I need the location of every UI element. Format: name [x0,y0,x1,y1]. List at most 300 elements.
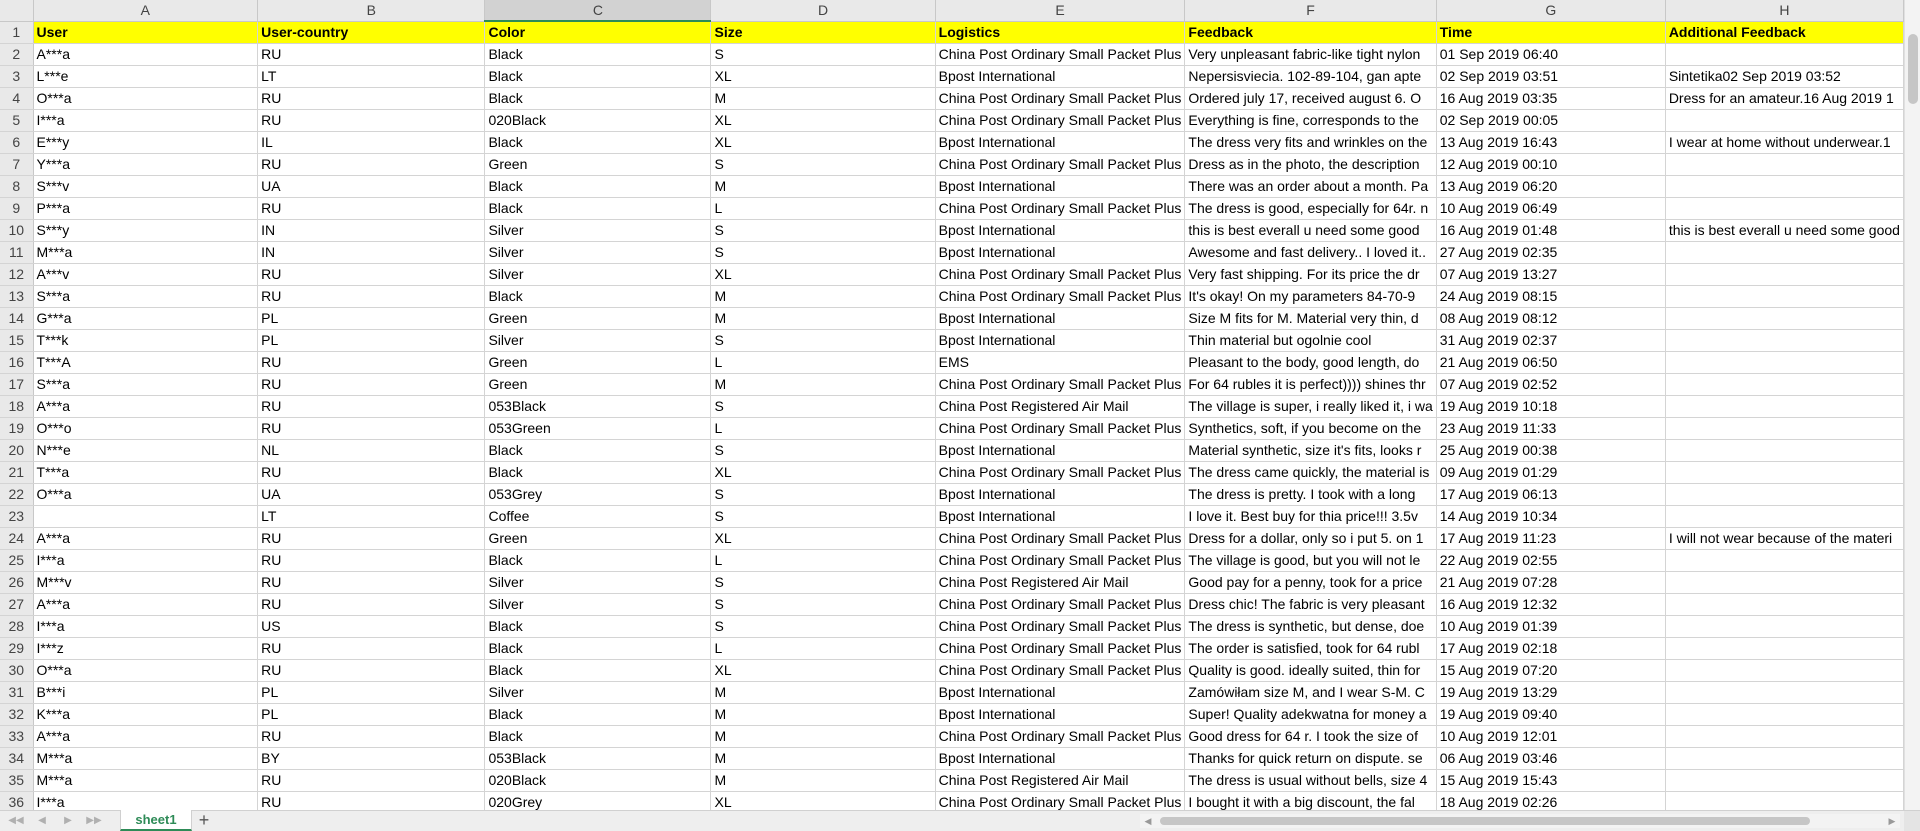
cell-additional-feedback[interactable] [1665,176,1903,198]
cell-feedback[interactable]: Everything is fine, corresponds to the [1185,110,1436,132]
cell-logistics[interactable]: Bpost International [935,484,1185,506]
cell-logistics[interactable]: Bpost International [935,506,1185,528]
cell-user-country[interactable]: US [258,616,485,638]
cell-feedback[interactable]: Dress chic! The fabric is very pleasant [1185,594,1436,616]
cell-size[interactable]: XL [711,660,935,682]
cell-user[interactable]: M***v [33,572,258,594]
cell-time[interactable]: 10 Aug 2019 01:39 [1436,616,1665,638]
cell-feedback[interactable]: Size M fits for M. Material very thin, d [1185,308,1436,330]
cell-feedback[interactable]: For 64 rubles it is perfect)))) shines thr [1185,374,1436,396]
cell-logistics[interactable]: China Post Ordinary Small Packet Plus [935,286,1185,308]
cell-user-country[interactable]: PL [258,704,485,726]
cell-user[interactable]: M***a [33,770,258,792]
cell-additional-feedback[interactable] [1665,638,1903,660]
cell-size[interactable]: S [711,242,935,264]
horizontal-scrollbar[interactable] [1140,814,1900,828]
cell-user-country[interactable]: RU [258,638,485,660]
cell-color[interactable]: 020Grey [485,792,711,811]
vertical-scroll-thumb[interactable] [1908,34,1918,104]
column-header-f[interactable]: F [1185,0,1436,21]
cell-color[interactable]: Silver [485,682,711,704]
header-cell-user-country[interactable]: User-country [258,21,485,44]
cell-user-country[interactable]: RU [258,660,485,682]
cell-color[interactable]: 053Black [485,396,711,418]
cell-additional-feedback[interactable]: I will not wear because of the materi [1665,528,1903,550]
cell-user[interactable]: L***e [33,66,258,88]
cell-color[interactable]: Silver [485,572,711,594]
cell-logistics[interactable]: Bpost International [935,440,1185,462]
cell-additional-feedback[interactable] [1665,462,1903,484]
cell-additional-feedback[interactable] [1665,44,1903,66]
cell-time[interactable]: 10 Aug 2019 06:49 [1436,198,1665,220]
row-number[interactable]: 23 [0,506,33,528]
cell-additional-feedback[interactable] [1665,286,1903,308]
cell-color[interactable]: Silver [485,264,711,286]
cell-additional-feedback[interactable] [1665,594,1903,616]
cell-logistics[interactable]: Bpost International [935,132,1185,154]
row-number[interactable]: 7 [0,154,33,176]
cell-time[interactable]: 02 Sep 2019 03:51 [1436,66,1665,88]
cell-color[interactable]: Black [485,550,711,572]
cell-size[interactable]: S [711,330,935,352]
cell-color[interactable]: Black [485,198,711,220]
cell-time[interactable]: 16 Aug 2019 03:35 [1436,88,1665,110]
row-number[interactable]: 34 [0,748,33,770]
cell-user-country[interactable]: RU [258,352,485,374]
cell-logistics[interactable]: China Post Ordinary Small Packet Plus [935,792,1185,811]
column-header-b[interactable]: B [258,0,485,21]
cell-user[interactable]: A***a [33,594,258,616]
cell-feedback[interactable]: The dress is pretty. I took with a long [1185,484,1436,506]
cell-logistics[interactable]: China Post Ordinary Small Packet Plus [935,462,1185,484]
cell-color[interactable]: 053Black [485,748,711,770]
cell-additional-feedback[interactable] [1665,198,1903,220]
cell-logistics[interactable]: Bpost International [935,330,1185,352]
cell-feedback[interactable]: Ordered july 17, received august 6. O [1185,88,1436,110]
header-cell-feedback[interactable]: Feedback [1185,21,1436,44]
cell-size[interactable]: M [711,286,935,308]
header-cell-user[interactable]: User [33,21,258,44]
cell-color[interactable]: Green [485,352,711,374]
cell-user-country[interactable]: LT [258,66,485,88]
cell-feedback[interactable]: Good pay for a penny, took for a price [1185,572,1436,594]
sheet-tab-sheet1[interactable]: sheet1 [120,810,192,831]
cell-feedback[interactable]: Pleasant to the body, good length, do [1185,352,1436,374]
cell-user-country[interactable]: UA [258,176,485,198]
column-header-c[interactable]: C [485,0,711,21]
cell-user[interactable]: O***a [33,484,258,506]
cell-color[interactable]: Black [485,462,711,484]
cell-size[interactable]: XL [711,528,935,550]
cell-logistics[interactable]: Bpost International [935,308,1185,330]
cell-user-country[interactable]: IL [258,132,485,154]
cell-logistics[interactable]: Bpost International [935,682,1185,704]
column-header-a[interactable]: A [33,0,258,21]
column-header-d[interactable]: D [711,0,935,21]
cell-user-country[interactable]: RU [258,286,485,308]
row-number[interactable]: 29 [0,638,33,660]
cell-user[interactable] [33,506,258,528]
cell-user[interactable]: S***a [33,286,258,308]
prev-sheet-icon[interactable]: ◀ [38,815,46,826]
cell-user-country[interactable]: IN [258,242,485,264]
cell-time[interactable]: 22 Aug 2019 02:55 [1436,550,1665,572]
cell-user[interactable]: T***k [33,330,258,352]
cell-color[interactable]: Coffee [485,506,711,528]
cell-time[interactable]: 01 Sep 2019 06:40 [1436,44,1665,66]
cell-user-country[interactable]: RU [258,594,485,616]
cell-size[interactable]: S [711,506,935,528]
cell-size[interactable]: XL [711,264,935,286]
row-number[interactable]: 35 [0,770,33,792]
cell-user-country[interactable]: RU [258,154,485,176]
cell-additional-feedback[interactable] [1665,154,1903,176]
cell-color[interactable]: Silver [485,594,711,616]
row-number[interactable]: 13 [0,286,33,308]
row-number[interactable]: 12 [0,264,33,286]
cell-size[interactable]: M [711,748,935,770]
cell-additional-feedback[interactable] [1665,616,1903,638]
cell-size[interactable]: S [711,440,935,462]
cell-user-country[interactable]: RU [258,88,485,110]
cell-feedback[interactable]: Quality is good. ideally suited, thin for [1185,660,1436,682]
row-number[interactable]: 10 [0,220,33,242]
cell-logistics[interactable]: China Post Ordinary Small Packet Plus [935,374,1185,396]
cell-color[interactable]: Black [485,638,711,660]
cell-time[interactable]: 12 Aug 2019 00:10 [1436,154,1665,176]
cell-feedback[interactable]: Nepersisviecia. 102-89-104, gan apte [1185,66,1436,88]
scroll-right-icon[interactable]: ▶ [1888,816,1896,826]
horizontal-scroll-thumb[interactable] [1160,817,1810,825]
cell-user[interactable]: M***a [33,748,258,770]
cell-user-country[interactable]: RU [258,374,485,396]
cell-size[interactable]: XL [711,110,935,132]
cell-feedback[interactable]: Good dress for 64 r. I took the size of [1185,726,1436,748]
row-number[interactable]: 33 [0,726,33,748]
cell-logistics[interactable]: China Post Ordinary Small Packet Plus [935,726,1185,748]
cell-logistics[interactable]: China Post Ordinary Small Packet Plus [935,550,1185,572]
cell-size[interactable]: L [711,198,935,220]
cell-feedback[interactable]: The dress came quickly, the material is [1185,462,1436,484]
cell-additional-feedback[interactable]: I wear at home without underwear.1 [1665,132,1903,154]
cell-user[interactable]: Y***a [33,154,258,176]
cell-time[interactable]: 25 Aug 2019 00:38 [1436,440,1665,462]
cell-feedback[interactable]: The order is satisfied, took for 64 rubl [1185,638,1436,660]
cell-feedback[interactable]: this is best everall u need some good [1185,220,1436,242]
cell-logistics[interactable]: Bpost International [935,748,1185,770]
cell-feedback[interactable]: I bought it with a big discount, the fal [1185,792,1436,811]
cell-logistics[interactable]: Bpost International [935,242,1185,264]
cell-size[interactable]: M [711,308,935,330]
cell-color[interactable]: Black [485,726,711,748]
cell-color[interactable]: Green [485,374,711,396]
cell-time[interactable]: 16 Aug 2019 01:48 [1436,220,1665,242]
cell-user[interactable]: P***a [33,198,258,220]
cell-additional-feedback[interactable] [1665,792,1903,811]
cell-additional-feedback[interactable] [1665,572,1903,594]
cell-color[interactable]: 053Grey [485,484,711,506]
cell-logistics[interactable]: China Post Ordinary Small Packet Plus [935,198,1185,220]
cell-color[interactable]: Silver [485,330,711,352]
cell-feedback[interactable]: Very unpleasant fabric-like tight nylon [1185,44,1436,66]
cell-size[interactable]: S [711,220,935,242]
cell-user[interactable]: S***y [33,220,258,242]
cell-color[interactable]: Green [485,154,711,176]
cell-logistics[interactable]: Bpost International [935,176,1185,198]
cell-logistics[interactable]: China Post Registered Air Mail [935,572,1185,594]
row-number[interactable]: 17 [0,374,33,396]
cell-user[interactable]: S***v [33,176,258,198]
cell-user[interactable]: A***a [33,396,258,418]
cell-user[interactable]: A***a [33,44,258,66]
cell-time[interactable]: 09 Aug 2019 01:29 [1436,462,1665,484]
column-header-e[interactable]: E [935,0,1185,21]
cell-time[interactable]: 17 Aug 2019 06:13 [1436,484,1665,506]
row-number[interactable]: 21 [0,462,33,484]
cell-additional-feedback[interactable] [1665,440,1903,462]
cell-additional-feedback[interactable] [1665,770,1903,792]
cell-time[interactable]: 08 Aug 2019 08:12 [1436,308,1665,330]
cell-size[interactable]: L [711,638,935,660]
row-number[interactable]: 16 [0,352,33,374]
cell-user[interactable]: I***z [33,638,258,660]
cell-additional-feedback[interactable] [1665,660,1903,682]
cell-color[interactable]: 020Black [485,110,711,132]
cell-user-country[interactable]: RU [258,44,485,66]
cell-additional-feedback[interactable] [1665,726,1903,748]
cell-user[interactable]: I***a [33,550,258,572]
cell-logistics[interactable]: Bpost International [935,704,1185,726]
cell-color[interactable]: Black [485,132,711,154]
cell-size[interactable]: L [711,352,935,374]
cell-time[interactable]: 15 Aug 2019 15:43 [1436,770,1665,792]
cell-size[interactable]: S [711,572,935,594]
cell-user[interactable]: G***a [33,308,258,330]
cell-feedback[interactable]: The village is super, i really liked it, i wa [1185,396,1436,418]
cell-feedback[interactable]: Dress for a dollar, only so i put 5. on 1 [1185,528,1436,550]
cell-time[interactable]: 19 Aug 2019 13:29 [1436,682,1665,704]
cell-time[interactable]: 19 Aug 2019 10:18 [1436,396,1665,418]
cell-size[interactable]: S [711,44,935,66]
cell-feedback[interactable]: Thanks for quick return on dispute. se [1185,748,1436,770]
cell-time[interactable]: 17 Aug 2019 11:23 [1436,528,1665,550]
cell-additional-feedback[interactable] [1665,264,1903,286]
row-number[interactable]: 28 [0,616,33,638]
cell-size[interactable]: XL [711,132,935,154]
cell-color[interactable]: Silver [485,242,711,264]
cell-size[interactable]: S [711,484,935,506]
header-cell-additional-feedback[interactable]: Additional Feedback [1665,21,1903,44]
cell-user[interactable]: A***a [33,726,258,748]
cell-feedback[interactable]: The village is good, but you will not le [1185,550,1436,572]
cell-additional-feedback[interactable]: this is best everall u need some good [1665,220,1903,242]
row-number[interactable]: 26 [0,572,33,594]
cell-additional-feedback[interactable] [1665,110,1903,132]
cell-logistics[interactable]: China Post Ordinary Small Packet Plus [935,616,1185,638]
cell-user[interactable]: I***a [33,616,258,638]
row-number[interactable]: 30 [0,660,33,682]
add-sheet-icon[interactable]: + [198,810,210,830]
cell-user-country[interactable]: RU [258,198,485,220]
row-number[interactable]: 6 [0,132,33,154]
cell-user[interactable]: O***a [33,88,258,110]
cell-color[interactable]: Black [485,176,711,198]
row-number[interactable]: 19 [0,418,33,440]
cell-user-country[interactable]: BY [258,748,485,770]
row-number[interactable]: 14 [0,308,33,330]
cell-size[interactable]: M [711,704,935,726]
cell-color[interactable]: Black [485,44,711,66]
row-number[interactable]: 27 [0,594,33,616]
cell-additional-feedback[interactable] [1665,374,1903,396]
cell-user-country[interactable]: PL [258,682,485,704]
cell-feedback[interactable]: The dress is usual without bells, size 4 [1185,770,1436,792]
row-number[interactable]: 31 [0,682,33,704]
scroll-left-icon[interactable]: ◀ [1144,816,1152,826]
cell-size[interactable]: M [711,176,935,198]
header-cell-time[interactable]: Time [1436,21,1665,44]
cell-feedback[interactable]: Material synthetic, size it's fits, looks r [1185,440,1436,462]
cell-time[interactable]: 21 Aug 2019 07:28 [1436,572,1665,594]
cell-logistics[interactable]: China Post Ordinary Small Packet Plus [935,660,1185,682]
cell-additional-feedback[interactable] [1665,682,1903,704]
cell-additional-feedback[interactable] [1665,704,1903,726]
row-number[interactable]: 4 [0,88,33,110]
cell-additional-feedback[interactable] [1665,418,1903,440]
cell-user[interactable]: N***e [33,440,258,462]
row-number[interactable]: 20 [0,440,33,462]
cell-size[interactable]: S [711,396,935,418]
cell-logistics[interactable]: China Post Ordinary Small Packet Plus [935,638,1185,660]
vertical-scrollbar[interactable] [1904,0,1920,810]
cell-time[interactable]: 19 Aug 2019 09:40 [1436,704,1665,726]
cell-time[interactable]: 18 Aug 2019 02:26 [1436,792,1665,811]
cell-logistics[interactable]: China Post Registered Air Mail [935,770,1185,792]
column-header-h[interactable]: H [1665,0,1903,21]
row-number[interactable]: 25 [0,550,33,572]
cell-user-country[interactable]: RU [258,528,485,550]
cell-size[interactable]: XL [711,66,935,88]
cell-logistics[interactable]: China Post Ordinary Small Packet Plus [935,88,1185,110]
cell-user-country[interactable]: RU [258,110,485,132]
cell-user-country[interactable]: IN [258,220,485,242]
last-sheet-icon[interactable]: ▶▶ [86,815,102,826]
cell-user-country[interactable]: RU [258,572,485,594]
cell-size[interactable]: M [711,770,935,792]
cell-color[interactable]: 053Green [485,418,711,440]
cell-user-country[interactable]: UA [258,484,485,506]
cell-additional-feedback[interactable] [1665,484,1903,506]
cell-time[interactable]: 16 Aug 2019 12:32 [1436,594,1665,616]
row-number[interactable]: 3 [0,66,33,88]
cell-feedback[interactable]: Thin material but ogolnie cool [1185,330,1436,352]
cell-color[interactable]: Green [485,528,711,550]
cell-time[interactable]: 15 Aug 2019 07:20 [1436,660,1665,682]
select-all-corner[interactable] [0,0,33,21]
cell-additional-feedback[interactable] [1665,506,1903,528]
cell-size[interactable]: M [711,726,935,748]
cell-time[interactable]: 02 Sep 2019 00:05 [1436,110,1665,132]
cell-feedback[interactable]: Awesome and fast delivery.. I loved it.. [1185,242,1436,264]
cell-user[interactable]: O***o [33,418,258,440]
cell-user-country[interactable]: RU [258,462,485,484]
cell-logistics[interactable]: EMS [935,352,1185,374]
cell-color[interactable]: Black [485,440,711,462]
row-number[interactable]: 36 [0,792,33,811]
cell-user-country[interactable]: RU [258,792,485,811]
cell-additional-feedback[interactable] [1665,352,1903,374]
row-number[interactable]: 18 [0,396,33,418]
cell-size[interactable]: M [711,88,935,110]
cell-user-country[interactable]: RU [258,264,485,286]
cell-size[interactable]: S [711,154,935,176]
cell-time[interactable]: 06 Aug 2019 03:46 [1436,748,1665,770]
cell-feedback[interactable]: It's okay! On my parameters 84-70-9 [1185,286,1436,308]
cell-additional-feedback[interactable] [1665,242,1903,264]
header-cell-color[interactable]: Color [485,21,711,44]
cell-user-country[interactable]: NL [258,440,485,462]
row-number[interactable]: 11 [0,242,33,264]
cell-size[interactable]: S [711,594,935,616]
row-number[interactable]: 22 [0,484,33,506]
row-number[interactable]: 9 [0,198,33,220]
row-number[interactable]: 24 [0,528,33,550]
cell-user[interactable]: S***a [33,374,258,396]
cell-time[interactable]: 24 Aug 2019 08:15 [1436,286,1665,308]
cell-color[interactable]: Black [485,616,711,638]
cell-size[interactable]: M [711,374,935,396]
cell-logistics[interactable]: Bpost International [935,220,1185,242]
cell-user-country[interactable]: LT [258,506,485,528]
cell-feedback[interactable]: Very fast shipping. For its price the dr [1185,264,1436,286]
cell-size[interactable]: M [711,682,935,704]
cell-feedback[interactable]: The dress is synthetic, but dense, doe [1185,616,1436,638]
cell-time[interactable]: 07 Aug 2019 13:27 [1436,264,1665,286]
cell-user[interactable]: E***y [33,132,258,154]
cell-user[interactable]: T***A [33,352,258,374]
cell-additional-feedback[interactable]: Dress for an amateur.16 Aug 2019 1 [1665,88,1903,110]
cell-user-country[interactable]: PL [258,308,485,330]
header-cell-size[interactable]: Size [711,21,935,44]
cell-feedback[interactable]: Synthetics, soft, if you become on the [1185,418,1436,440]
row-number[interactable]: 1 [0,21,33,44]
cell-color[interactable]: Black [485,660,711,682]
cell-time[interactable]: 13 Aug 2019 16:43 [1436,132,1665,154]
cell-user[interactable]: O***a [33,660,258,682]
next-sheet-icon[interactable]: ▶ [64,815,72,826]
cell-user[interactable]: M***a [33,242,258,264]
cell-feedback[interactable]: I love it. Best buy for thia price!!! 3.5v [1185,506,1436,528]
cell-additional-feedback[interactable] [1665,396,1903,418]
cell-size[interactable]: L [711,418,935,440]
cell-feedback[interactable]: There was an order about a month. Pa [1185,176,1436,198]
cell-user[interactable]: A***v [33,264,258,286]
cell-color[interactable]: Black [485,66,711,88]
cell-logistics[interactable]: China Post Ordinary Small Packet Plus [935,264,1185,286]
cell-color[interactable]: Black [485,704,711,726]
cell-color[interactable]: Green [485,308,711,330]
cell-user-country[interactable]: RU [258,770,485,792]
cell-size[interactable]: S [711,616,935,638]
cell-time[interactable]: 10 Aug 2019 12:01 [1436,726,1665,748]
cell-additional-feedback[interactable] [1665,330,1903,352]
cell-color[interactable]: Silver [485,220,711,242]
cell-user[interactable]: T***a [33,462,258,484]
cell-size[interactable]: XL [711,792,935,811]
cell-user[interactable]: I***a [33,792,258,811]
cell-user-country[interactable]: RU [258,418,485,440]
cell-color[interactable]: 020Black [485,770,711,792]
